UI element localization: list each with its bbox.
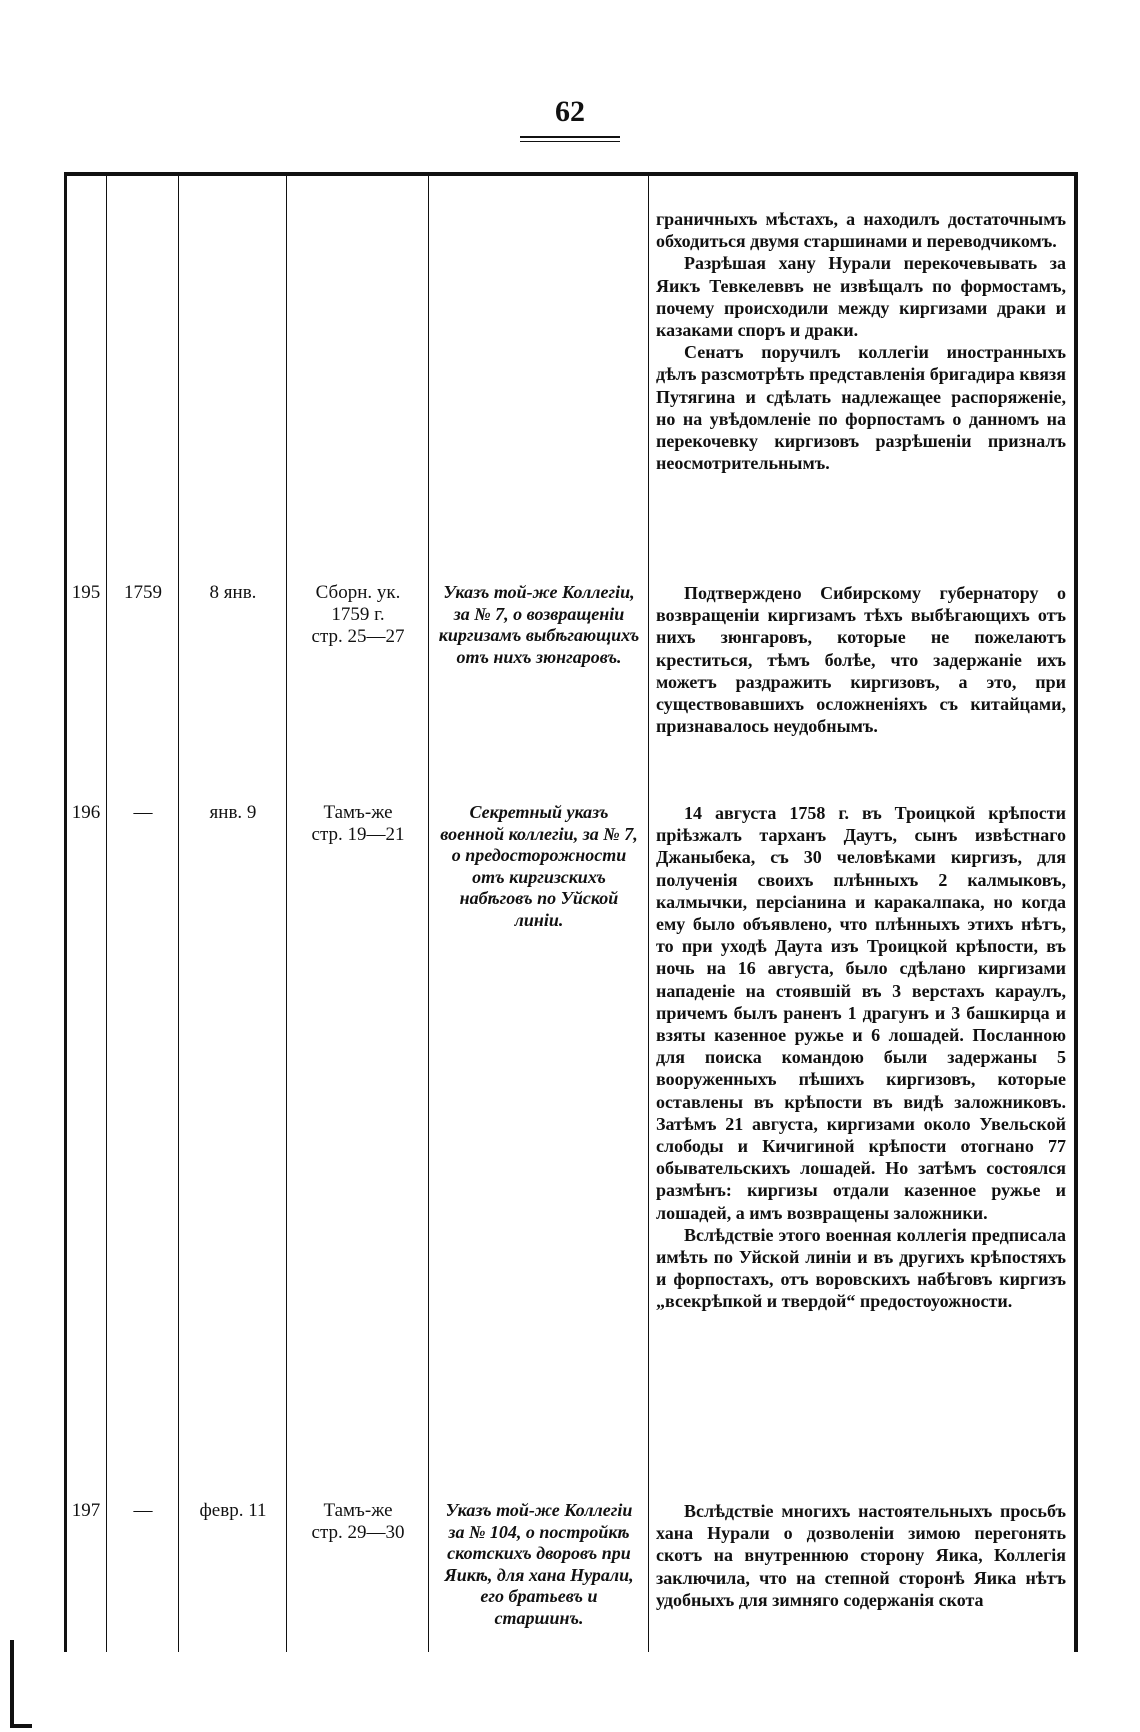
- entry-paragraph: 14 августа 1758 г. въ Троицкой крѣпости пріѣзжалъ тарханъ Даутъ, сынъ извѣстнаго Джаныбека, съ 30 человѣками киргизъ, для полученія своихъ плѣнныхъ 2 калмыковъ, калмычки, персіанина и каракалпака, но когда ему было объявлено, что плѣнныхъ этихъ нѣтъ, то при уходѣ Даута изъ Троицкой крѣпости, въ ночь на 16 августа, было сдѣлано киргизами нападеніе на стоявшій въ 3 верстахъ караулъ, причемъ былъ раненъ 1 драгунъ и 3 башкирца и взяты казенное ружье и 6 лошадей. Посланною для поиска командою были задержаны 5 вооруженныхъ пѣшихъ киргизовъ, которые оставлены въ крѣпости въ видѣ заложниковъ. Затѣмъ 21 августа, киргизами около Увельской слободы и Кичигиной крѣпости отогнано 77 обывательскихъ лошадей. Но затѣмъ состоялся размѣнъ: киргизы отдали казенное ружье и лошадей, а имъ возвращены заложники.: [656, 803, 1066, 1223]
- table-top-border: [64, 172, 1078, 176]
- entry-title: Указъ той-же Коллегіи, за № 7, о возвращеніи киргизамъ выбѣгающихъ отъ нихъ зюнгаровъ.: [438, 582, 640, 667]
- column-divider-2: [178, 176, 179, 1652]
- entry-title: Секретный указъ военной коллегіи, за № 7, о предосторожности отъ киргизскихъ набѣговъ по Уйской линіи.: [440, 802, 638, 930]
- entry-source-line: стр. 19—21: [311, 824, 405, 845]
- entry-source-line: Тамъ-же: [323, 1500, 393, 1521]
- entry-paragraph: Вслѣдствіе многихъ настоятельныхъ просьбъ хана Нурали о дозволеніи зимою перегонять скотъ на внутреннюю сторону Яика, Коллегія заключила, что на степной сторонѣ Яика нѣтъ удобныхъ для зимняго содержанія скота: [656, 1501, 1066, 1610]
- page-number-underline-2: [520, 141, 620, 142]
- entry-date: февр. 11: [199, 1500, 267, 1521]
- entry-number: 197: [71, 1500, 101, 1521]
- entry-description: [656, 1500, 1066, 1611]
- entry-description: [656, 802, 1066, 1313]
- entry-source-line: стр. 25—27: [311, 626, 405, 647]
- entry-source: [288, 582, 428, 648]
- column-divider-5: [648, 176, 649, 1652]
- entry-year: 1759: [124, 582, 162, 603]
- continuation-paragraph: Разрѣшая хану Нурали перекочевывать за Яикъ Тевкелеввъ не извѣщалъ по формостамъ, почему происходили между киргизами драки и казаками споръ и драки.: [656, 253, 1066, 341]
- scan-corner-mark: [10, 1640, 14, 1728]
- entry-paragraph: Вслѣдствіе этого военная коллегія предписала имѣть по Уйской линіи и въ другихъ крѣпостяхъ и форпостахъ, отъ воровскихъ набѣговъ киргизъ „всекрѣпкой и твердой“ предостоуожности.: [656, 1224, 1066, 1312]
- entry-source-line: Сборн. ук.: [315, 582, 401, 603]
- continuation-paragraph: Сенатъ поручилъ коллегіи иностранныхъ дѣлъ разсмотрѣть представленія бригадира квязя Путягина и сдѣлать надлежащее распоряженіе, но на увѣдомленіе по форпостамъ о данномъ на перекочевку киргизовъ разрѣшеніи призналъ неосмотрительнымъ.: [656, 342, 1066, 474]
- entry-title: Указъ той-же Коллегіи за № 104, о постройкѣ скотскихъ дворовъ при Яикѣ, для хана Нурали, его братьевъ и старшинъ.: [444, 1500, 634, 1628]
- entry-year: —: [133, 802, 153, 823]
- entry-description: [656, 582, 1066, 737]
- column-divider-4: [428, 176, 429, 1652]
- page-number: 62: [555, 95, 585, 128]
- scan-corner-mark: [10, 1724, 32, 1728]
- entry-date: янв. 9: [209, 802, 257, 823]
- entry-paragraph: Подтверждено Сибирскому губернатору о возвращеніи киргизамъ тѣхъ выбѣгающихъ отъ нихъ зюнгаровъ, которые не пожелаютъ креститься, тѣмъ болѣе, что задержаніе ихъ можетъ раздражить киргизовъ, а это, при существовавшихъ осложненіяхъ съ китайцами, признавалось неудобнымъ.: [656, 583, 1066, 737]
- entry-number: 196: [71, 802, 101, 823]
- entry-date: 8 янв.: [209, 582, 257, 603]
- entry-number: 195: [71, 582, 101, 603]
- continuation-text: [656, 208, 1066, 474]
- column-divider-3: [286, 176, 287, 1652]
- entry-source-line: 1759 г.: [331, 604, 385, 625]
- page-number-underline-1: [520, 136, 620, 138]
- entry-year: —: [133, 1500, 153, 1521]
- entry-source: [288, 802, 428, 846]
- column-divider-1: [106, 176, 107, 1652]
- table-left-border: [64, 172, 67, 1652]
- entry-source-line: стр. 29—30: [311, 1522, 405, 1543]
- continuation-paragraph: граничныхъ мѣстахъ, а находилъ достаточнымъ обходиться двумя старшинами и переводчикомъ.: [656, 209, 1066, 252]
- entry-source: [288, 1500, 428, 1544]
- table-right-border: [1074, 172, 1078, 1652]
- entry-source-line: Тамъ-же: [323, 802, 393, 823]
